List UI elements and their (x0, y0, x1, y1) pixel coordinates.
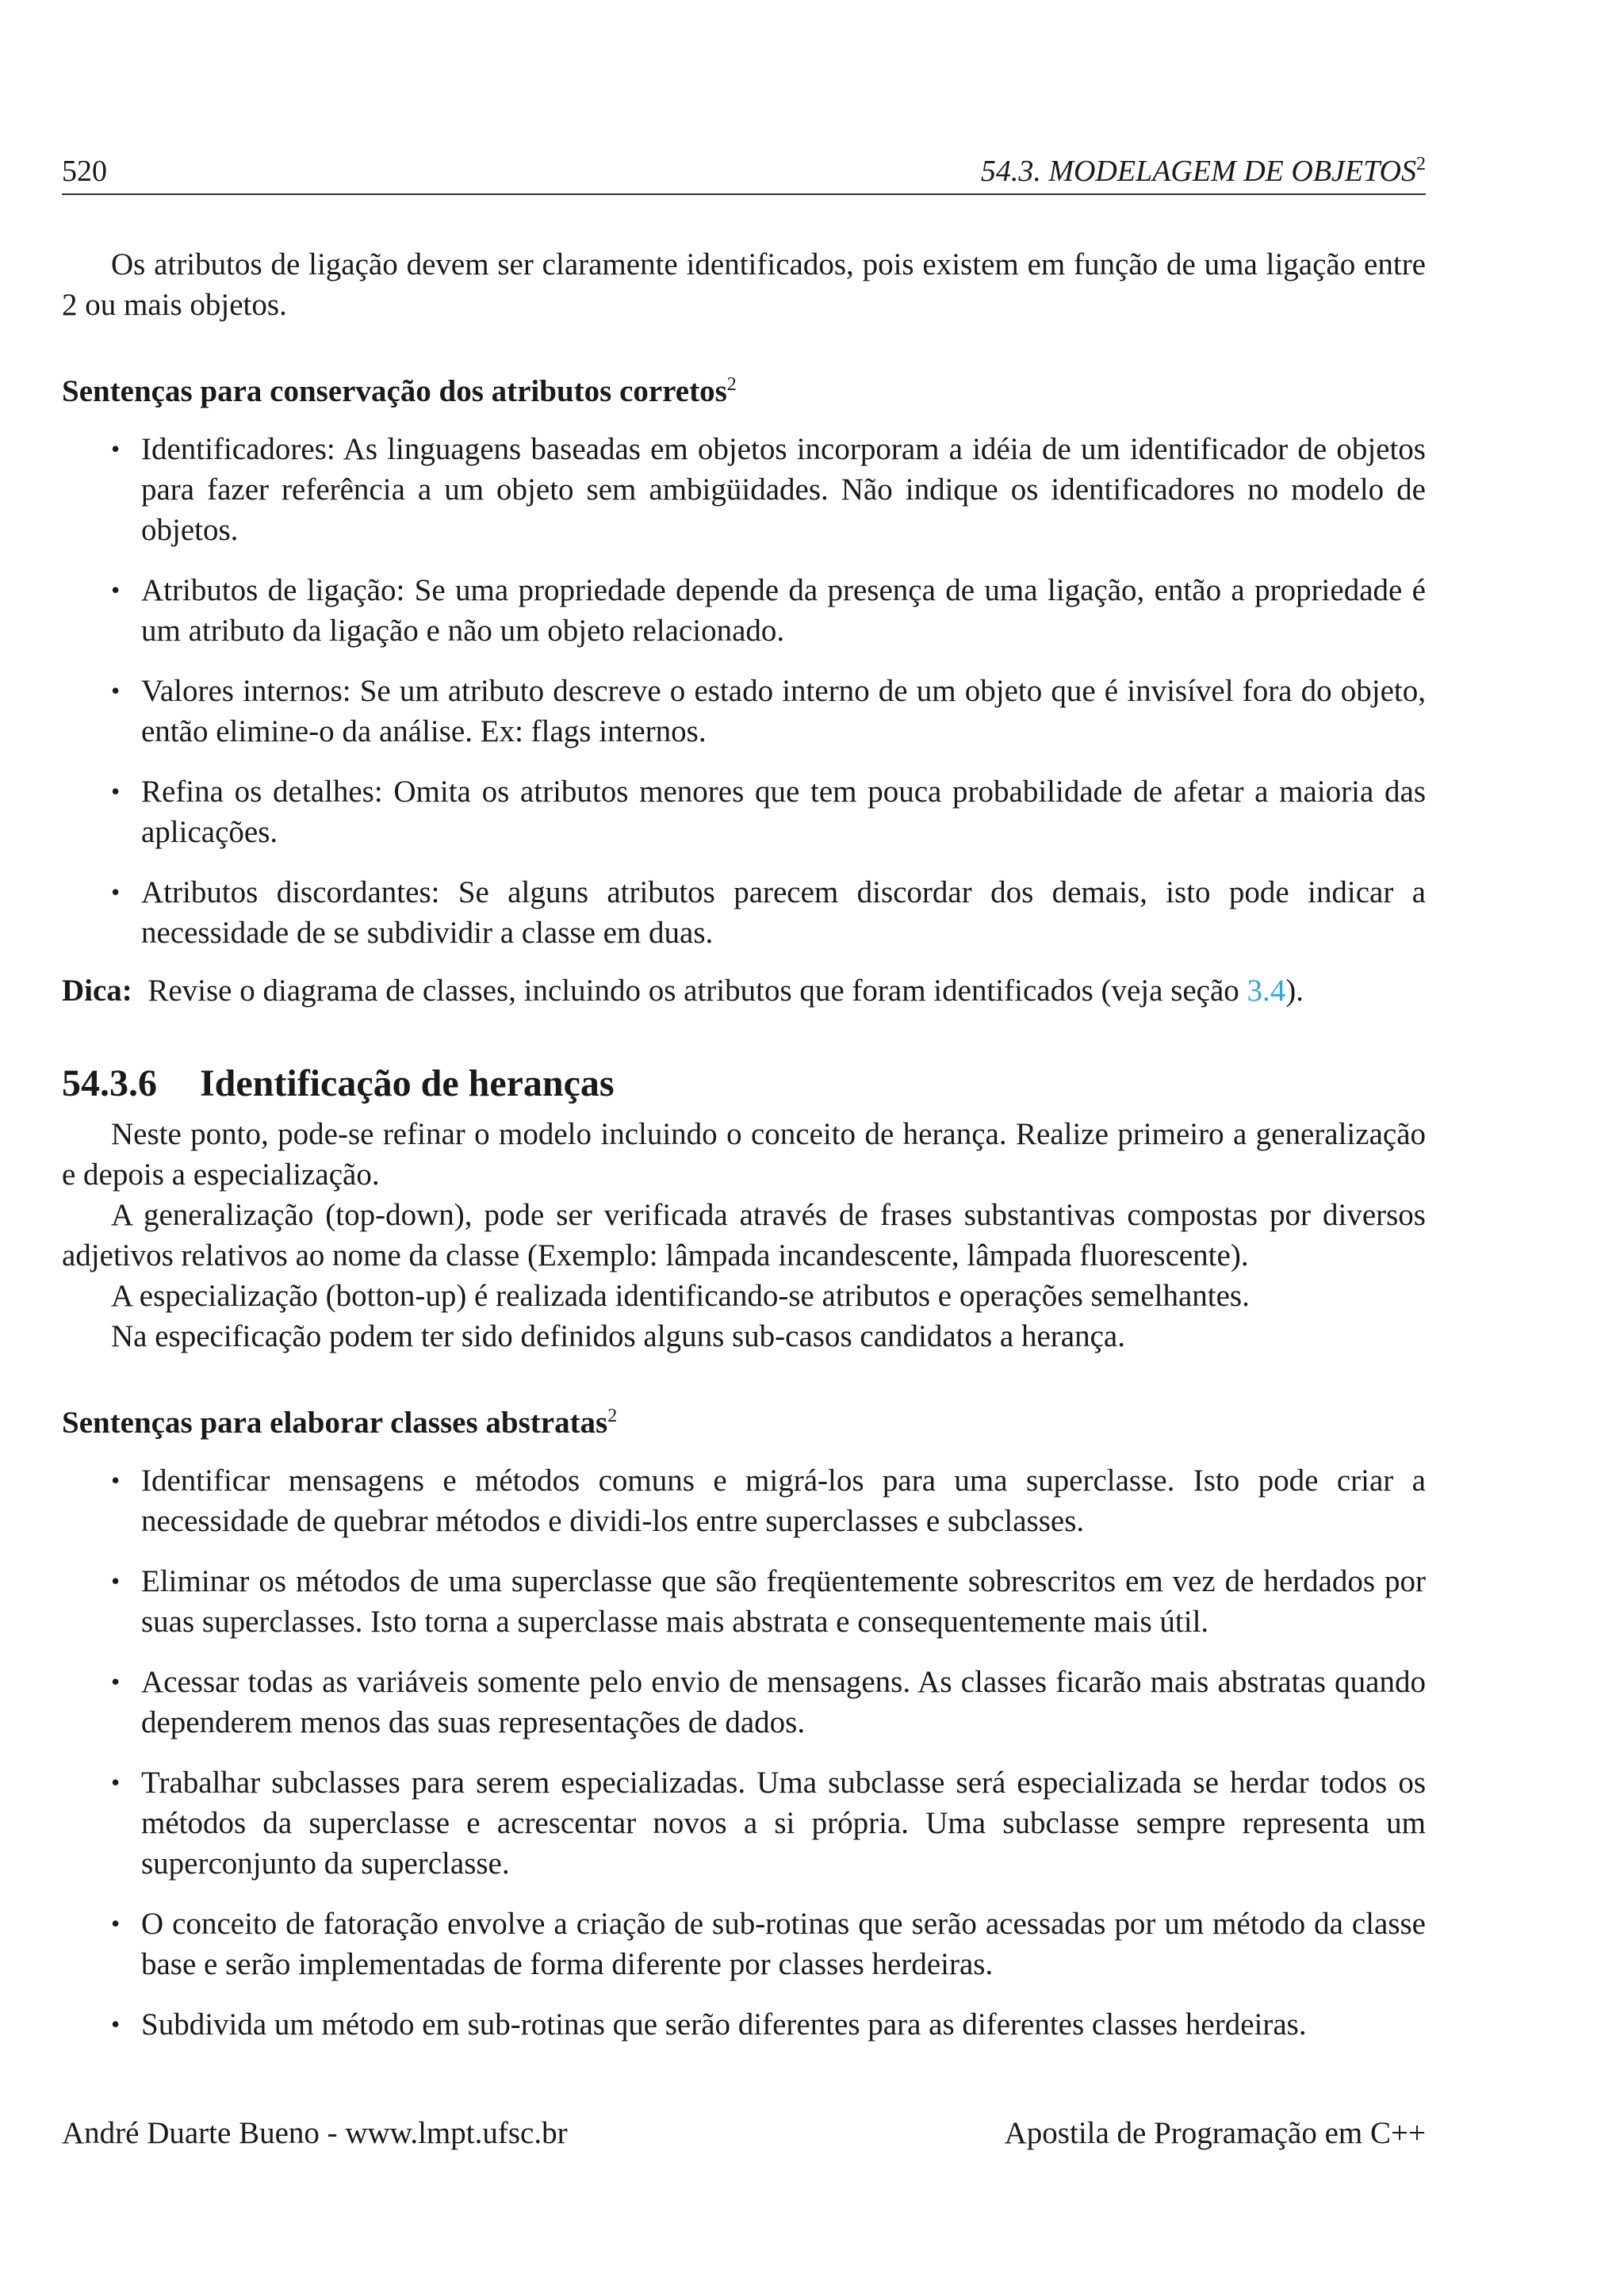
bullet-icon: • (111, 2010, 121, 2038)
bullet-icon: • (111, 1667, 121, 1696)
body-paragraph: A generalização (top-down), pode ser verificada através de frases substantivas compostas por diversos adjetivos relativos ao nome da classe (Exemplo: lâmpada incandescente, lâmpada fluorescente). (62, 1198, 1426, 1272)
bullet-icon: • (111, 777, 121, 806)
running-title-sup: 2 (1416, 154, 1426, 174)
tip-label: Dica: (62, 974, 132, 1008)
list-item (62, 1561, 1426, 1642)
bullet-icon: • (111, 1466, 121, 1494)
bullet-icon: • (111, 576, 121, 604)
tip-text: Revise o diagrama de classes, incluindo os atributos que foram identificados (veja seção (147, 974, 1247, 1008)
list-item (62, 872, 1426, 953)
list-item (62, 570, 1426, 651)
footer-book-title: Apostila de Programação em C++ (1004, 2116, 1426, 2150)
body-paragraph: Neste ponto, pode-se refinar o modelo incluindo o conceito de herança. Realize primeiro a generalização e depois a especialização. (62, 1117, 1426, 1192)
list-item-text: Subdivida um método em sub-rotinas que serão diferentes para as diferentes classes herdeiras. (141, 2007, 1307, 2042)
section1-heading-sup: 2 (726, 374, 737, 395)
intro-paragraph: Os atributos de ligação devem ser claramente identificados, pois existem em função de uma ligação entre 2 ou mais objetos. (62, 247, 1426, 322)
page-number: 520 (62, 155, 107, 188)
list-item (62, 2004, 1426, 2045)
bullet-icon: • (111, 1909, 121, 1938)
running-title (981, 154, 1426, 189)
bullet-icon: • (111, 676, 121, 705)
list-item (62, 671, 1426, 752)
subsection-number: 54.3.6 (62, 1062, 157, 1104)
running-title-text: 54.3. MODELAGEM DE OBJETOS (980, 155, 1416, 188)
section2-heading (62, 1402, 1426, 1443)
list-item-text: Identificar mensagens e métodos comuns e migrá-los para uma superclasse. Isto pode criar a necessidade de quebrar métodos e dividi-los entre superclasses e subclasses. (141, 1464, 1426, 1538)
bullet-icon: • (111, 878, 121, 906)
body-paragraph: A especialização (botton-up) é realizada identificando-se atributos e operações semelhantes. (111, 1279, 1250, 1313)
list-item (62, 1460, 1426, 1541)
section-reference-link[interactable]: 3.4 (1247, 974, 1286, 1008)
bullet-icon: • (111, 434, 121, 463)
list-item-text: Eliminar os métodos de uma superclasse que são freqüentemente sobrescritos em vez de herdados por suas superclasses. Isto torna a superclasse mais abstrata e consequentemente mais útil. (141, 1564, 1426, 1639)
body-paragraph: Na especificação podem ter sido definidos alguns sub-casos candidatos a herança. (111, 1319, 1125, 1353)
section2-heading-text: Sentenças para elaborar classes abstratas (62, 1406, 608, 1440)
section1-heading-text: Sentenças para conservação dos atributos corretos (62, 374, 727, 408)
list-item-text: Acessar todas as variáveis somente pelo envio de mensagens. As classes ficarão mais abstratas quando dependerem menos das suas representações de dados. (141, 1665, 1426, 1739)
subsection-body (62, 1114, 1426, 1357)
list-item (62, 1762, 1426, 1884)
list-item-text: Refina os detalhes: Omita os atributos menores que tem pouca probabilidade de afetar a maioria das aplicações. (141, 775, 1426, 849)
bullet-icon: • (111, 1768, 121, 1797)
section1-heading (62, 371, 1426, 411)
main-content (62, 244, 1426, 2045)
list-item-text: Atributos discordantes: Se alguns atributos parecem discordar dos demais, isto pode indicar a necessidade de se subdividir a classe em duas. (141, 875, 1426, 950)
list-item (62, 771, 1426, 852)
bullet-icon: • (111, 1567, 121, 1595)
list-item (62, 429, 1426, 550)
list-item (62, 1904, 1426, 1984)
footer-author: André Duarte Bueno - www.lmpt.ufsc.br (62, 2116, 568, 2150)
tip-paragraph (62, 970, 1426, 1011)
list-item (62, 1662, 1426, 1743)
list-item-text: O conceito de fatoração envolve a criação de sub-rotinas que serão acessadas por um método da classe base e serão implementadas de forma diferente por classes herdeiras. (141, 1907, 1426, 1981)
section1-list (62, 429, 1426, 953)
list-item-text: Identificadores: As linguagens baseadas em objetos incorporam a idéia de um identificador de objetos para fazer referência a um objeto sem ambigüidades. Não indique os identificadores no modelo de objetos. (141, 432, 1426, 547)
section2-heading-sup: 2 (607, 1406, 618, 1426)
list-item-text: Atributos de ligação: Se uma propriedade depende da presença de uma ligação, então a propriedade é um atributo da ligação e não um objeto relacionado. (141, 573, 1426, 648)
subsection-title: Identificação de heranças (200, 1062, 615, 1104)
section2-list (62, 1460, 1426, 2045)
list-item-text: Valores internos: Se um atributo descreve o estado interno de um objeto que é invisível fora do objeto, então elimine-o da análise. Ex: flags internos. (141, 674, 1426, 748)
subsection-heading (62, 1060, 1426, 1108)
tip-text-end: ). (1285, 974, 1304, 1008)
running-header (62, 151, 1426, 195)
list-item-text: Trabalhar subclasses para serem especializadas. Uma subclasse será especializada se herdar todos os métodos da superclasse e acrescentar novos a si própria. Uma subclasse sempre representa um superconjunto da superclasse. (141, 1766, 1426, 1881)
